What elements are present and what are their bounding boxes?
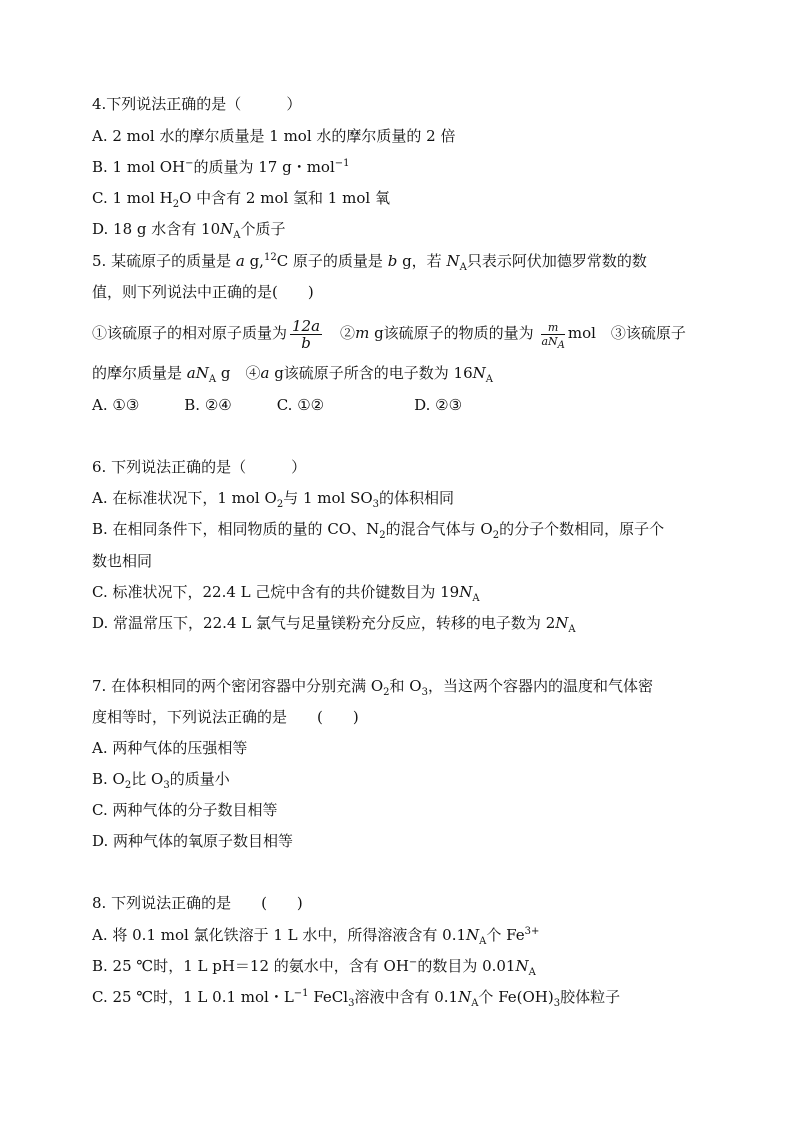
q6-option-a: A. 在标准状况下，1 mol $O_2$与 1 mol $SO_3$的体积相同: [92, 489, 455, 510]
q7-option-b: B. $O_2$比 $O_3$的质量小: [92, 770, 230, 791]
q6-option-c: C. 标准状况下，22.4 L 己烷中含有的共价键数目为 $19N_A$: [92, 583, 480, 604]
q5-stem-line2: 值，则下列说法中正确的是( ): [92, 283, 314, 301]
q6-option-b-cont: 数也相同: [92, 552, 153, 570]
q4-option-c: C. 1 mol $H_2O$ 中含有 2 mol 氢和 1 mol 氧: [92, 189, 390, 210]
q5-options: A. ①③ B. ②④ C. ①② D. ②③: [92, 396, 463, 414]
q7-option-c: C. 两种气体的分子数目相等: [92, 801, 278, 819]
fraction-12a-over-b: $\frac{12a}{b}$: [292, 316, 321, 352]
q8-option-a: A. 将 0.1 mol 氯化铁溶于 1 L 水中，所得溶液含有 $0.1N_A$个 $Fe^{3+}$: [92, 926, 540, 947]
q7-stem-line1: 7. 在体积相同的两个密闭容器中分别充满 $O_2$和 $O_3$，当这两个容器内的温度和气体密: [92, 677, 653, 698]
q7-stem-line2: 度相等时，下列说法正确的是 ( ): [92, 708, 359, 726]
q6-option-b: B. 在相同条件下，相同物质的量的 CO、$N_2$的混合气体与 $O_2$的分子个数相同，原子个: [92, 520, 665, 541]
q4-option-d: D. 18 g 水含有 $10N_A$个质子: [92, 220, 286, 241]
q5-stem-line1: 5. 某硫原子的质量是 a g,$^{12}$C 原子的质量是 b g，若 $N_A$只表示阿伏加德罗常数的数: [92, 252, 647, 273]
fraction-m-over-aNA: $\frac{m}{aN_A}$: [541, 320, 565, 351]
q5-statements-line2: 的摩尔质量是 $aN_A$ g ④a g该硫原子所含的电子数为 $16N_A$: [92, 364, 494, 385]
q6-option-d: D. 常温常压下，22.4 L 氯气与足量镁粉充分反应，转移的电子数为 $2N_A$: [92, 614, 576, 635]
q7-option-d: D. 两种气体的氧原子数目相等: [92, 832, 294, 850]
q6-stem: 6. 下列说法正确的是（ ）: [92, 458, 307, 476]
q4-stem: 4.下列说法正确的是（ ）: [92, 95, 302, 113]
q4-option-b: B. 1 mol OH−的质量为 17 g・mol$^{-1}$: [92, 158, 350, 176]
q5-statements-line1: ①该硫原子的相对原子质量为 $\frac{12a}{b}$ ②m g该硫原子的物质的量为 $\frac{m}{aN_A}$ mol ③该硫原子: [92, 316, 686, 352]
q8-option-b: B. 25 ℃时，1 L pH＝12 的氨水中，含有 OH−的数目为 $0.01N_A$: [92, 957, 536, 978]
q7-option-a: A. 两种气体的压强相等: [92, 739, 248, 757]
q8-stem: 8. 下列说法正确的是 ( ): [92, 894, 303, 912]
q4-option-a: A. 2 mol 水的摩尔质量是 1 mol 水的摩尔质量的 2 倍: [92, 127, 456, 145]
q8-option-c: C. 25 ℃时，1 L 0.1 mol・$L^{-1}$ FeCl$_3$溶液中含有 $0.1N_A$个 $Fe(OH)_3$胶体粒子: [92, 988, 621, 1009]
